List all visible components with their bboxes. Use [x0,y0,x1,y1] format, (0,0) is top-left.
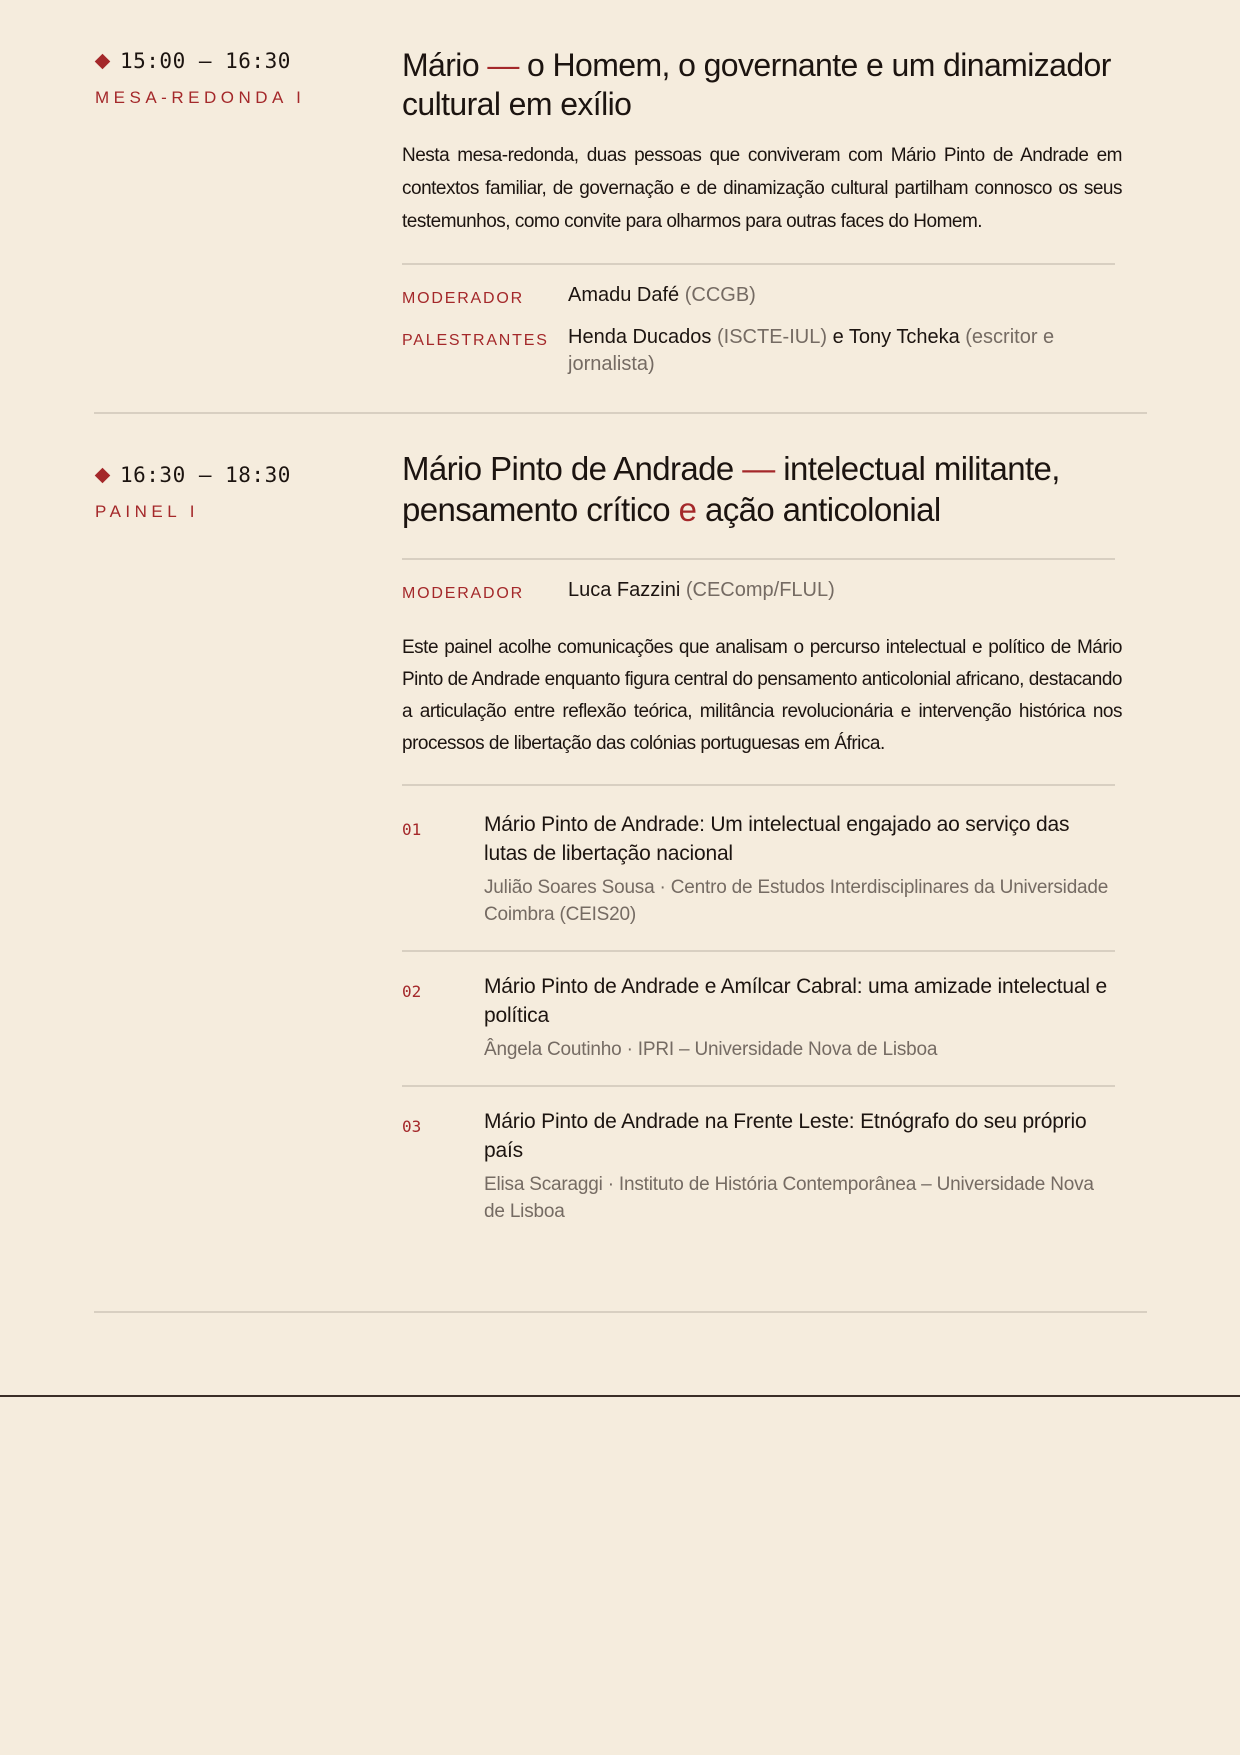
session-description: Nesta mesa-redonda, duas pessoas que conviveram com Mário Pinto de Andrade em contextos familiar, de governação e de dinamização cultural partilham connosco os seus testemunhos, como convite para olharmos para outras faces do Homem. [402,145,1122,232]
talk-title: Mário Pinto de Andrade: Um intelectual engajado ao serviço das lutas de libertação nacional [484,813,1070,865]
session-title: Mário Pinto de Andrade — intelectual militante, pensamento crítico e ação anticolonial [402,450,1060,528]
session-title: Mário — o Homem, o governante e um dinamizador cultural em exílio [402,47,1111,122]
moderator-affiliation: (CCGB) [684,284,756,306]
session-painel [94,450,1147,1290]
session-time-block [94,460,384,522]
speakers-row: PALESTRANTES Henda Ducados (ISCTE-IUL) e Tony Tcheka (escritor e jornalista) [402,326,1055,375]
session-time-block [94,46,384,108]
talk-list [402,810,1115,1225]
speaker-name: Tony Tcheka [848,326,960,348]
session-divider [94,412,1147,414]
talk-number: 02 [402,982,422,1001]
talk-author: Elisa Scaraggi · Instituto de História Contemporânea – Universidade Nova de Lisboa [484,1174,1094,1222]
talk-title: Mário Pinto de Andrade e Amílcar Cabral: uma amizade intelectual e política [484,975,1107,1027]
diamond-icon [95,53,111,69]
session-mesa-redonda [94,46,1147,376]
talk-item [402,810,1115,952]
speakers-label: PALESTRANTES [402,332,549,349]
moderator-label: MODERADOR [402,290,524,307]
divider [402,263,1115,265]
talk-item [402,1087,1115,1225]
session-content [402,46,1122,378]
session-description: Este painel acolhe comunicações que analisam o percurso intelectual e político de Mário Pinto de Andrade enquanto figura central do pensamento anticolonial africano, destacando a articulação entre reflexão teórica, militância revolucionária e intervenção histórica nos processos de libertação das colónias portuguesas em África. [402,637,1122,754]
talk-item [402,952,1115,1087]
speaker-name: Henda Ducados [568,326,712,348]
talk-title: Mário Pinto de Andrade na Frente Leste: Etnógrafo do seu próprio país [484,1110,1087,1162]
session-time: 15:00 — 16:30 [120,49,291,73]
session-time: 16:30 — 18:30 [120,463,291,487]
talk-author: Julião Soares Sousa · Centro de Estudos Interdisciplinares da Universidade Coimbra (CEIS20) [484,877,1109,925]
moderator-affiliation: (CEComp/FLUL) [685,579,835,601]
moderator-name: Luca Fazzini [568,579,681,601]
moderator-row [402,282,1122,312]
moderator-label: MODERADOR [402,585,524,602]
moderator-name: Amadu Dafé [568,284,680,306]
speaker-affiliation: (ISCTE-IUL) [717,326,827,348]
talk-number: 03 [402,1117,422,1136]
diamond-icon [95,467,111,483]
moderator-row [402,577,1122,607]
session-type: MESA-REDONDA I [95,88,306,107]
speaker-affiliation: (escritor e jornalista) [568,326,1055,375]
talk-author: Ângela Coutinho · IPRI – Universidade Nova de Lisboa [484,1039,938,1060]
page-bottom-line [0,1395,1240,1397]
talk-number: 01 [402,820,422,839]
session-type: PAINEL I [95,502,200,521]
divider [402,558,1115,560]
session-content [402,448,1122,1225]
divider [402,784,1115,786]
session-divider [94,1311,1147,1313]
